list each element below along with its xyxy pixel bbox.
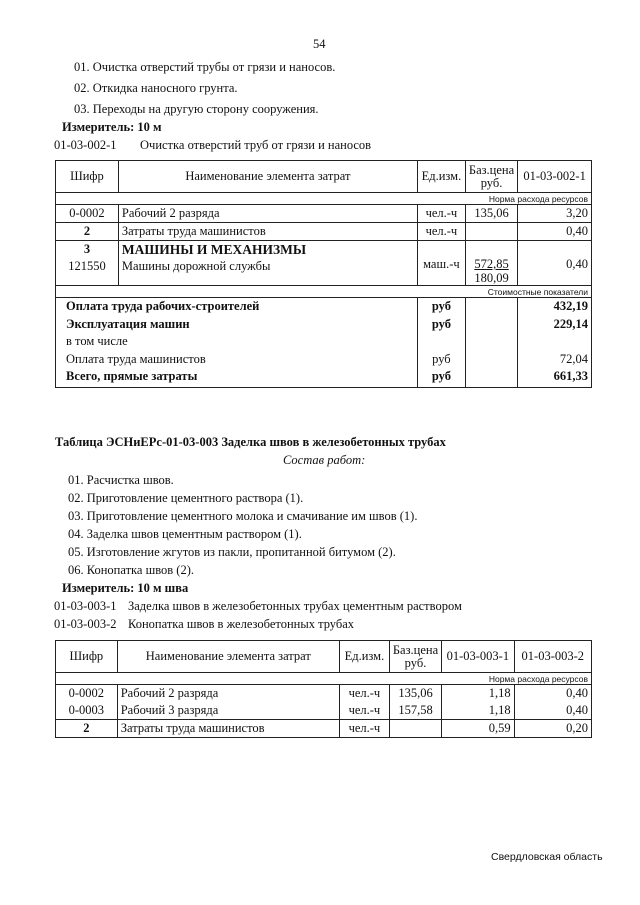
work-item: 06. Конопатка швов (2). [68,563,195,577]
cost-block [56,298,592,388]
cost-name: Оплата труда рабочих-строителей [66,299,260,313]
row-value-2: 0,40 [566,703,588,717]
cell-code: 2 [56,223,119,241]
cell-name [117,685,339,720]
cell-value: 0,40 [518,241,592,286]
work-item: 05. Изготовление жгутов из пакли, пропитанной битумом (2). [68,545,396,559]
row-price: 135,06 [398,686,433,700]
table-title: Таблица ЭСНиЕРс-01-03-003 Заделка швов в железобетонных трубах [55,435,446,449]
cost-names [56,298,418,388]
cost-unit: руб [431,299,451,313]
work-item: 03. Переходы на другую сторону сооружения. [74,102,319,116]
work-item: 04. Заделка швов цементным раствором (1). [68,527,302,541]
cost-unit: руб [431,316,451,331]
header-code: Шифр [56,641,118,673]
cell-name: Затраты труда машинистов [117,720,339,738]
measure-unit: Измеритель: 10 м шва [62,581,189,595]
cost-name: Оплата труда машинистов [66,351,206,366]
table-row [56,720,592,738]
item-name: Заделка швов в железобетонных трубах цементным раствором [128,599,462,613]
cell-price: 135,06 [465,205,517,223]
row-name: Рабочий 2 разряда [120,686,219,700]
machine-price: 572,85 [474,257,509,271]
item-name: Конопатка швов в железобетонных трубах [128,617,355,631]
cost-unit: руб [431,369,451,383]
cell-unit: чел.-ч [417,223,465,241]
cell-value: 0,40 [518,223,592,241]
table-row [56,223,592,241]
row-price: 157,58 [398,703,433,717]
cost-empty [465,298,517,388]
header-column-1: 01-03-003-1 [442,641,514,673]
cell-unit [339,685,389,720]
cell-code: 2 [56,720,118,738]
cell-price [389,685,441,720]
cell-name [118,241,417,286]
cost-value [521,333,588,351]
item-code: 01-03-003-2 [54,617,117,631]
row-unit: чел.-ч [348,686,381,700]
norm-label: Норма расхода ресурсов [56,193,592,205]
cost-units [417,298,465,388]
cell-code [56,241,119,286]
header-column: 01-03-002-1 [518,161,592,193]
cell-name: Рабочий 2 разряда [118,205,417,223]
cell-price [389,720,441,738]
header-name: Наименование элемента затрат [117,641,339,673]
cost-value: 661,33 [553,369,588,383]
norm-label: Норма расхода ресурсов [56,673,592,685]
row-value-1: 1,18 [488,703,511,717]
cell-unit: чел.-ч [417,205,465,223]
cell-value-2 [514,685,591,720]
cell-value-1: 0,59 [442,720,514,738]
header-code: Шифр [56,161,119,193]
table-row [56,205,592,223]
resource-table-2 [55,640,592,738]
header-unit: Ед.изм. [417,161,465,193]
work-item: 02. Приготовление цементного раствора (1). [68,491,304,505]
cell-value-1 [442,685,514,720]
cell-code [56,685,118,720]
row-code: 0-0002 [68,686,105,700]
header-price: Баз.цена руб. [389,641,441,673]
row-value-1: 1,18 [488,686,511,700]
cost-label: Стоимостные показатели [56,286,592,298]
measure-unit: Измеритель: 10 м [62,120,162,134]
header-name: Наименование элемента затрат [118,161,417,193]
work-item: 02. Откидка наносного грунта. [74,81,238,95]
header-unit: Ед.изм. [339,641,389,673]
cost-value: 432,19 [553,299,588,313]
table-rows-workers [56,685,592,720]
cell-unit: чел.-ч [339,720,389,738]
table-row-machine [56,241,592,286]
cost-values [518,298,592,388]
cost-value: 72,04 [559,351,588,366]
cell-code: 0-0002 [56,205,119,223]
cost-unit: руб [432,351,451,366]
footer-region: Свердловская область [491,851,603,863]
cost-name: Эксплуатация машин [66,316,190,331]
header-column-2: 01-03-003-2 [514,641,591,673]
item-code: 01-03-002-1 [54,138,117,152]
resource-table-1 [55,160,592,388]
cell-value-2: 0,20 [514,720,591,738]
cell-unit: маш.-ч [417,241,465,286]
machine-name: Машины дорожной службы [121,259,271,273]
cost-value: 229,14 [553,316,588,331]
machine-code: 121550 [68,259,106,273]
work-item: 03. Приготовление цементного молока и смачивание им швов (1). [68,509,418,523]
cell-price [465,241,517,286]
cell-name: Затраты труда машинистов [118,223,417,241]
row-unit: чел.-ч [348,703,381,717]
group-code: 3 [83,242,91,256]
machine-price-2: 180,09 [474,271,509,285]
row-code: 0-0003 [68,703,105,717]
item-code: 01-03-003-1 [54,599,117,613]
cell-value: 3,20 [518,205,592,223]
header-price: Баз.цена руб. [465,161,517,193]
group-name: МАШИНЫ И МЕХАНИЗМЫ [121,242,307,257]
cost-name: в том числе [66,334,128,348]
work-composition-title: Состав работ: [283,453,366,467]
work-item: 01. Очистка отверстий трубы от грязи и наносов. [74,60,336,74]
page-number: 54 [313,37,326,51]
row-value-2: 0,40 [566,686,588,700]
cost-unit [421,333,462,351]
row-name: Рабочий 3 разряда [120,703,219,717]
item-name: Очистка отверстий труб от грязи и наносов [140,138,372,152]
work-item: 01. Расчистка швов. [68,473,174,487]
cost-name: Всего, прямые затраты [66,369,198,383]
cell-price [465,223,517,241]
